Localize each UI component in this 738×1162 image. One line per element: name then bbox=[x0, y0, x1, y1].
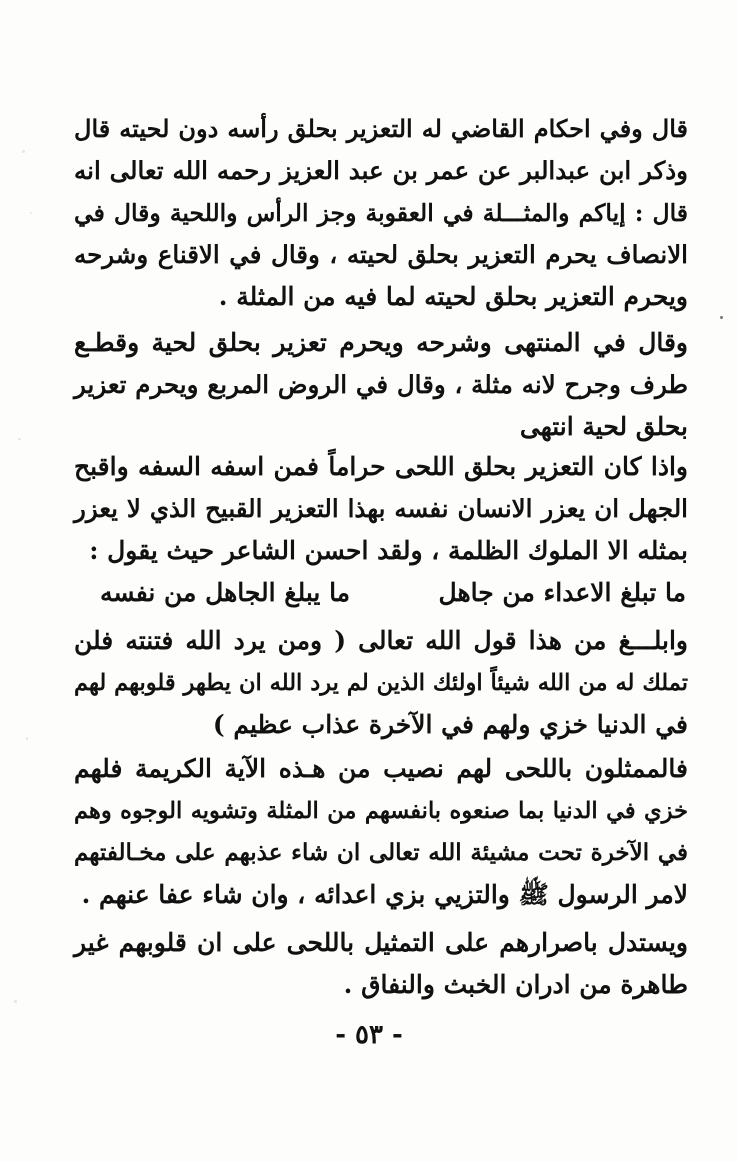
text-line: طرف وجرح لانه مثلة ، وقال في الروض المربع ويحرم تعزير bbox=[74, 370, 688, 399]
scan-speck bbox=[18, 438, 21, 440]
text-line: وقال في المنتهى وشرحه ويحرم تعزير بحلق لحية وقطـع bbox=[74, 328, 688, 357]
text-line: في الآخرة تحت مشيئة الله تعالى ان شاء عذبهم على مخـالفتهم bbox=[74, 839, 688, 866]
text-line: ويستدل باصرارهم على التمثيل باللحى على ان قلوبهم غير bbox=[74, 928, 688, 957]
text-line: طاهرة من ادران الخبث والنفاق . bbox=[343, 970, 688, 999]
text-line: تملك له من الله شيئاً اولئك الذين لم يرد الله ان يطهر قلوبهم لهم bbox=[74, 670, 688, 696]
text-line: قال : إياكم والمثـــلة في العقوبة وجز الرأس واللحية وقال في bbox=[74, 199, 688, 227]
scan-speck bbox=[30, 212, 32, 214]
text-line: ويحرم التعزير بحلق لحيته لما فيه من المثلة . bbox=[218, 282, 688, 311]
poetry-verse bbox=[100, 572, 686, 614]
verse-second-hemistich: ما يبلغ الجاهل من نفسه bbox=[100, 578, 351, 607]
scan-speck bbox=[26, 737, 28, 740]
text-line: الجهل ان يعزر الانسان نفسه بهذا التعزير القبيح الذي لا يعزر bbox=[74, 494, 688, 523]
text-line: واذا كان التعزير بحلق اللحى حراماً فمن اسفه السفه واقبح bbox=[74, 452, 689, 481]
text-line: فالممثلون باللحى لهم نصيب من هـذه الآية الكريمة فلهم bbox=[74, 754, 688, 783]
text-line: بمثله الا الملوك الظلمة ، ولقد احسن الشاعر حيث يقول : bbox=[89, 536, 688, 565]
text-line: لامر الرسول ﷺ والتزيي بزي اعدائه ، وان شاء عفا عنهم . bbox=[81, 880, 688, 909]
text-line: وذكر ابن عبدالبر عن عمر بن عبد العزيز رحمه الله تعالى انه bbox=[74, 156, 688, 185]
text-line: قال وفي احكام القاضي له التعزير بحلق رأسه دون لحيته قال bbox=[74, 114, 688, 143]
paragraph-6 bbox=[74, 922, 688, 1006]
page-number: - ٥٣ - bbox=[335, 1020, 403, 1050]
paragraph-2 bbox=[74, 322, 688, 448]
text-line: وابلـــغ من هذا قول الله تعالى ( ومن يرد الله فتنته فلن bbox=[74, 626, 688, 655]
paragraph-3 bbox=[74, 446, 688, 572]
scan-speck bbox=[720, 316, 723, 319]
text-line: في الدنيا خزي ولهم في الآخرة عذاب عظيم ) bbox=[212, 710, 688, 739]
paragraph-1 bbox=[74, 108, 688, 318]
text-line: الانصاف يحرم التعزير بحلق لحيته ، وقال في الاقناع وشرحه bbox=[74, 240, 688, 269]
paragraph-5 bbox=[74, 748, 688, 916]
scan-speck bbox=[14, 1000, 17, 1003]
scan-speck bbox=[22, 150, 25, 153]
text-line: خزي في الدنيا بما صنعوه بانفسهم من المثلة وتشويه الوجوه وهم bbox=[74, 798, 688, 824]
paragraph-4 bbox=[74, 620, 688, 746]
verse-first-hemistich: ما تبلغ الاعداء من جاهل bbox=[438, 578, 686, 607]
text-line: بحلق لحية انتهى bbox=[519, 412, 688, 441]
